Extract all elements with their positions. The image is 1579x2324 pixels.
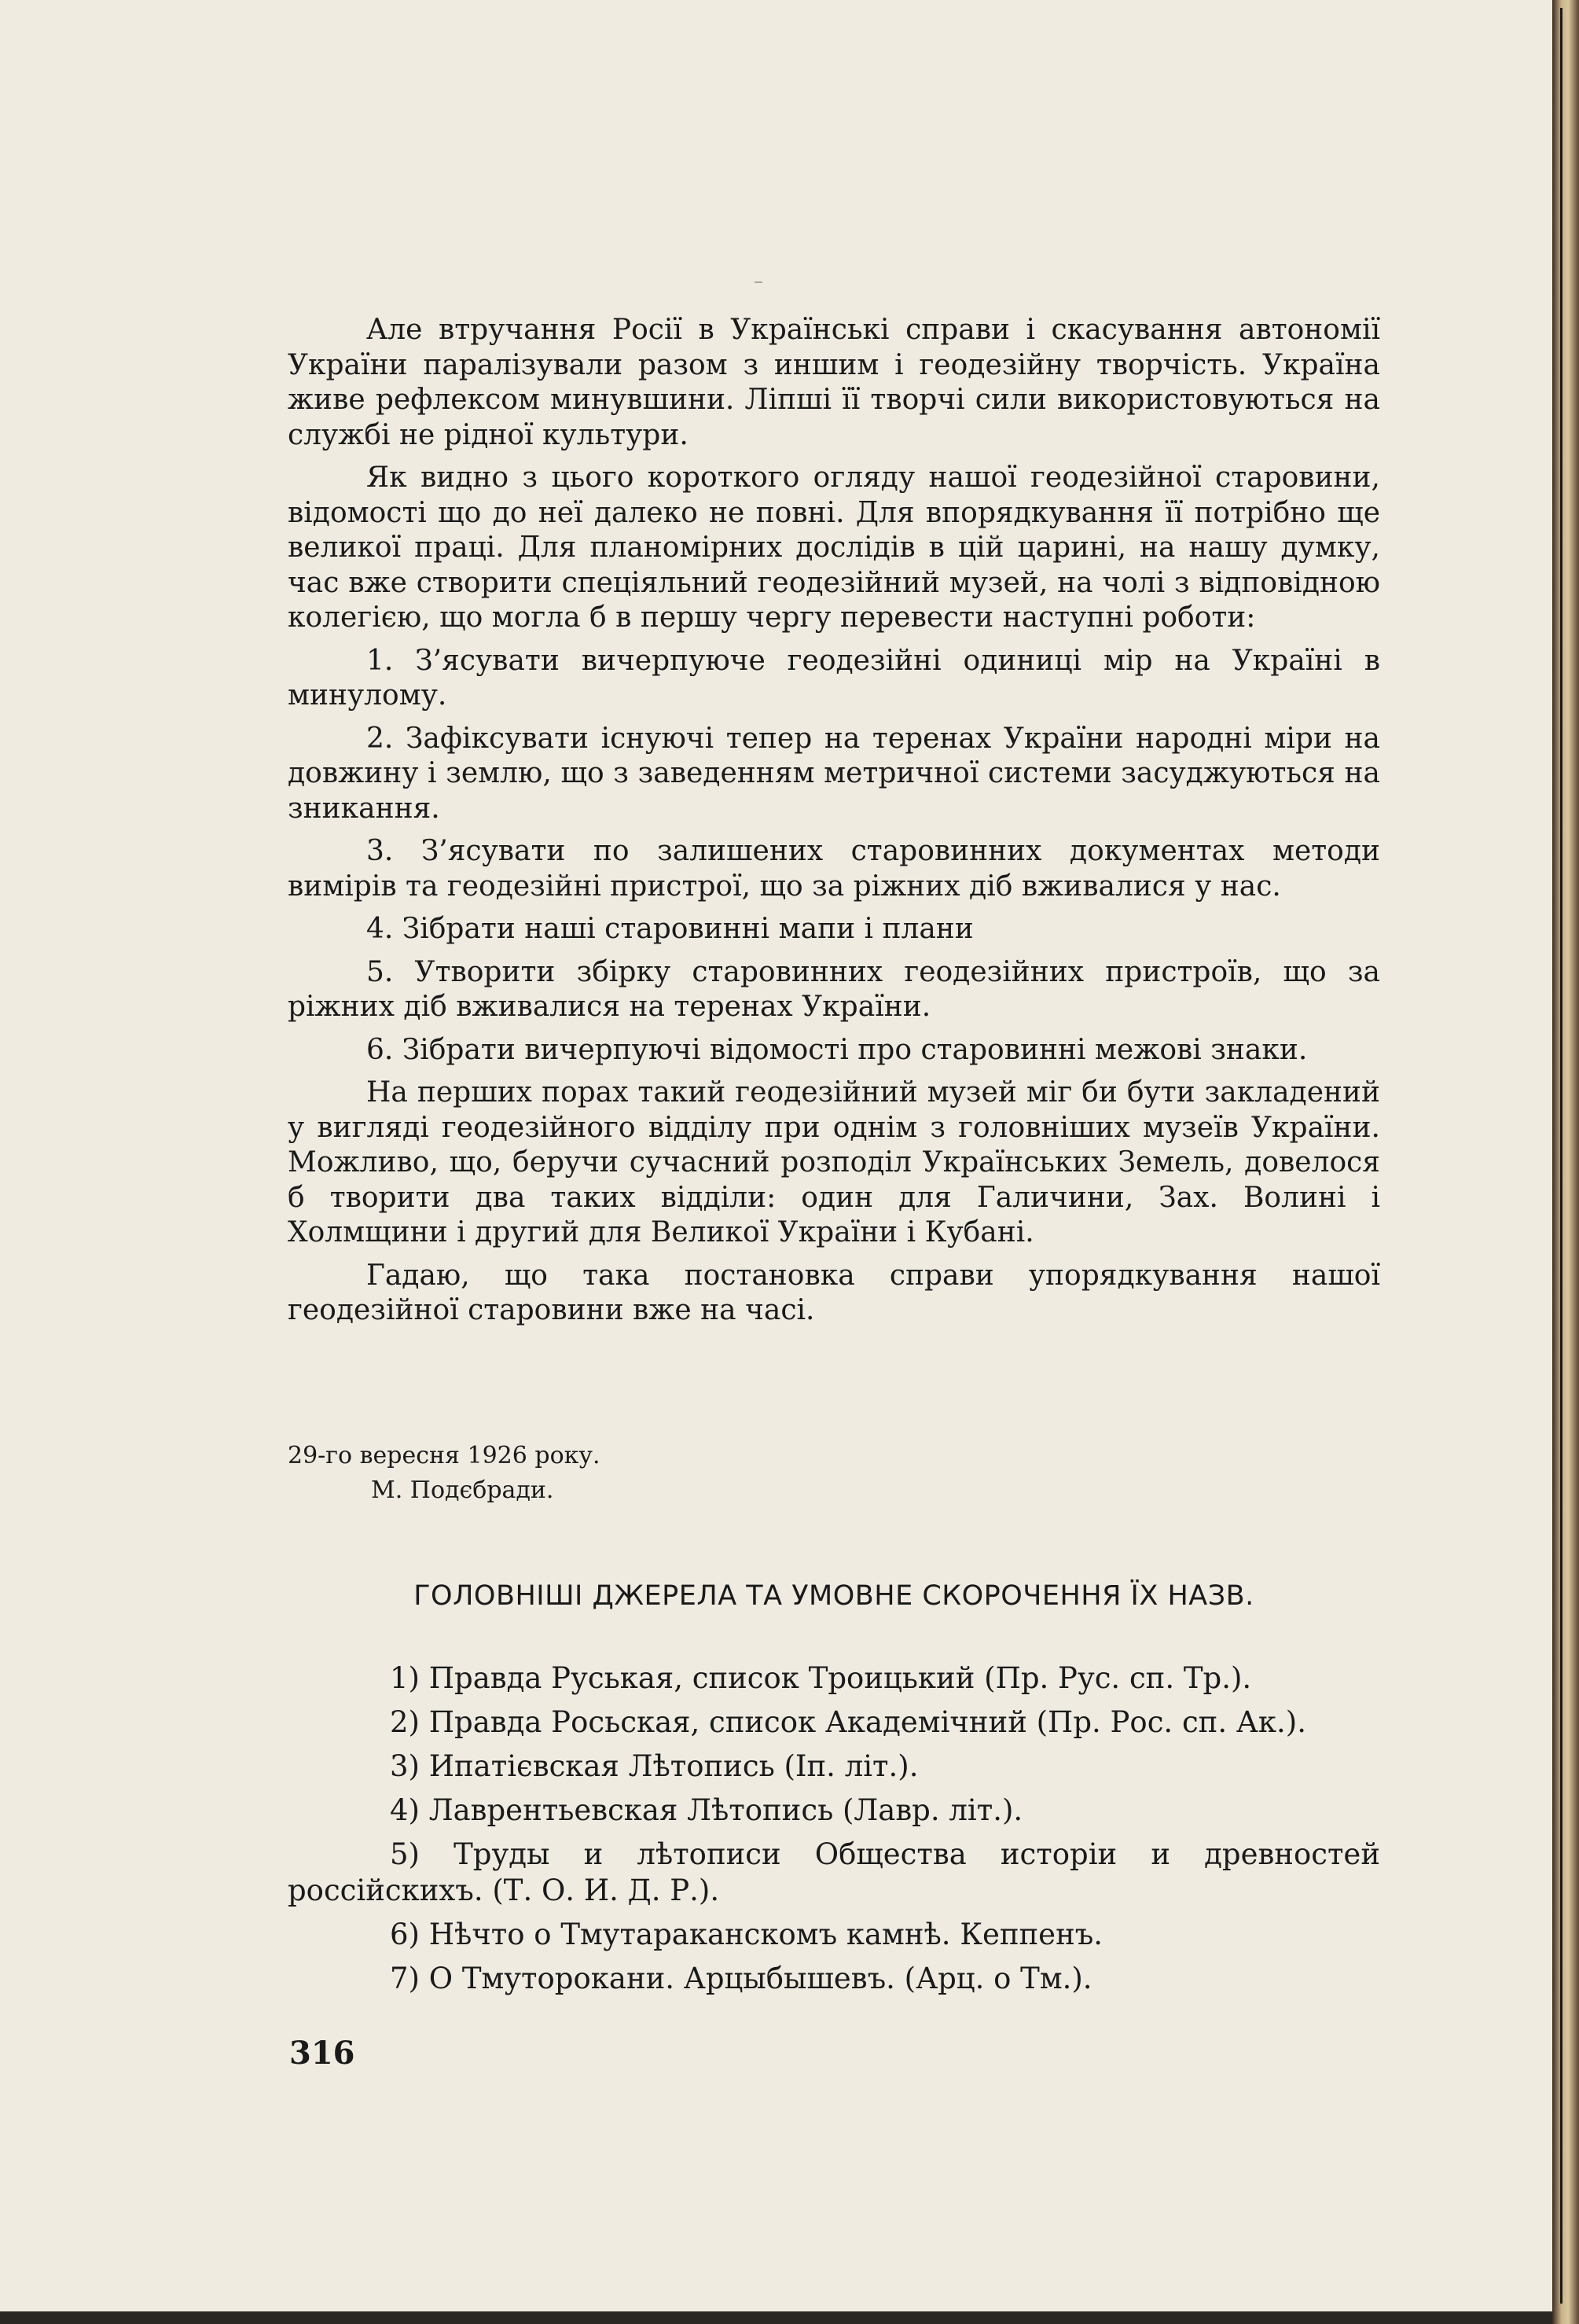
source-item: 6) Нѣчто о Тмутараканскомъ камнѣ. Кеппенъ. (390, 1918, 1103, 1951)
paragraph: Гадаю, що така постановка справи упорядкування нашої геодезійної старовини вже на часі. (288, 1259, 1380, 1326)
list-item: 2. Зафіксувати існуючі тепер на теренах України народні міри на довжину і землю, що з заведенням метричної системи засуджуються на зникання. (288, 722, 1380, 825)
place-line: М. Подєбради. (371, 1476, 554, 1504)
date-line: 29-го вересня 1926 року. (288, 1442, 600, 1469)
source-item: 2) Правда Росьская, список Академічний (Пр. Рос. сп. Ак.). (390, 1705, 1306, 1739)
page-number: 316 (289, 2035, 355, 2072)
paragraph: На перших порах такий геодезійний музей міг би бути закладений у вигляді геодезійного відділу при однім з головніших музеїв України. Можливо, що, беручи сучасний розподіл Українських Земель, довелося б творити два таких відділи: один для Галичини, Зах. Волині і Холмщини і другий для Великої України і Кубані. (288, 1076, 1380, 1248)
print-mark (755, 281, 762, 283)
source-item: 1) Правда Руськая, список Троицький (Пр. Рус. сп. Тр.). (390, 1661, 1252, 1695)
paragraph: Як видно з цього короткого огляду нашої геодезійної старовини, відомості що до неї далеко не повні. Для впорядкування її потрібно ще великої праці. Для планомірних дослідів в цій царині, на нашу думку, час вже створити спеціяльний геодезійний музей, на чолі з відповідною колегією, що могла б в першу чергу перевести наступні роботи: (288, 461, 1380, 634)
paragraph: Але втручання Росії в Українські справи і скасування автономії України паралізували разом з иншим і геодезійну творчість. Україна живе рефлексом минувшини. Ліпші її творчі сили використовуються на службі не рідної культури. (288, 314, 1380, 451)
source-item: 4) Лаврентьевская Лѣтопись (Лавр. літ.). (390, 1793, 1023, 1827)
signature-block (288, 1439, 600, 1508)
main-text (288, 313, 1380, 1337)
sources-heading: ГОЛОВНІШІ ДЖЕРЕЛА ТА УМОВНЕ СКОРОЧЕННЯ ЇХ НАЗВ. (413, 1580, 1254, 1612)
sources-list (288, 1660, 1380, 2005)
list-item: 6. Зібрати вичерпуючі відомості про старовинні межові знаки. (366, 1033, 1308, 1066)
list-item: 4. Зібрати наші старовинні мапи і плани (366, 913, 974, 945)
list-item: 3. З’ясувати по залишених старовинних документах методи вимірів та геодезійні пристрої, що за ріжних діб вживалися у нас. (288, 835, 1380, 903)
list-item: 1. З’ясувати вичерпуюче геодезійні одиниці мір на Україні в минулому. (288, 644, 1380, 712)
source-item: 3) Ипатієвская Лѣтопись (Іп. літ.). (390, 1749, 919, 1783)
source-item: 5) Труды и лѣтописи Общества исторіи и древностей россійскихъ. (Т. О. И. Д. Р.). (288, 1837, 1380, 1907)
source-item: 7) О Тмуторокани. Арцыбышевъ. (Арц. о Тм.). (390, 1962, 1092, 1995)
list-item: 5. Утворити збірку старовинних геодезійних пристроїв, що за ріжних діб вживалися на теренах України. (288, 955, 1380, 1023)
book-spine (1552, 0, 1579, 2324)
spine-edge (1560, 8, 1562, 2304)
